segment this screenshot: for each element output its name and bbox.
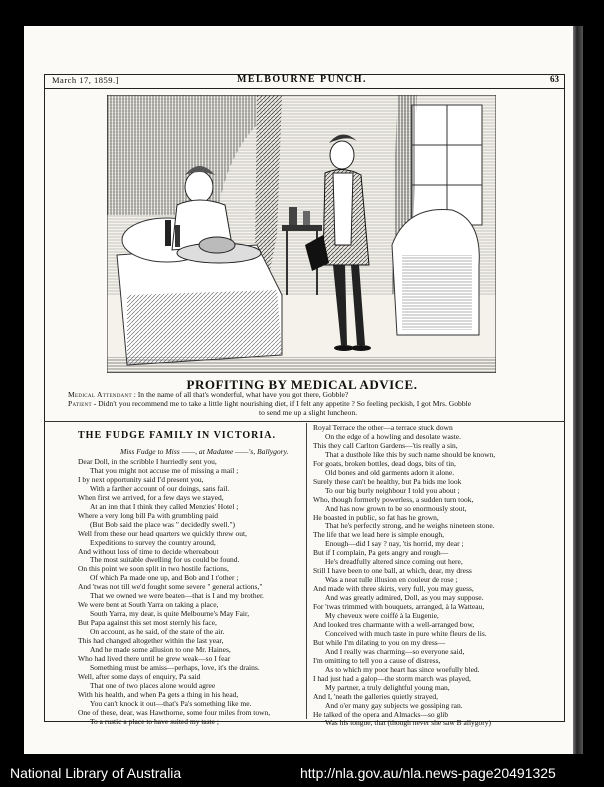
issue-date: March 17, 1859.] <box>52 75 120 85</box>
poem-line: And o'er many gay subjects we gossiping ran. <box>325 701 463 710</box>
poem-line: I by next opportunity said I'd present you, <box>78 475 204 484</box>
poem-line: Conceived with much taste in pure white fleurs de lis. <box>325 629 487 638</box>
poem-line: I had just had a galop—the storm march was played, <box>313 674 471 683</box>
poem-line: With his health, and when Pa gets a thing in his head, <box>78 690 239 699</box>
header-rule <box>44 88 565 89</box>
poem-line: (But Bob said the place was " decidedly swell.") <box>90 520 236 529</box>
poem-line: The most suitable dwelling for us could be found. <box>90 556 240 565</box>
dialog-line-patient <box>68 399 548 408</box>
poem-line: As to which my poor heart has since woefully bled. <box>325 665 480 674</box>
poem-line: Was a neat tulle illusion en couleur de rose ; <box>325 576 458 585</box>
page-number: 63 <box>550 74 559 84</box>
column-divider <box>306 423 307 719</box>
poem-line: That one of two places alone would agree <box>90 681 216 690</box>
masthead: MELBOURNE PUNCH. <box>236 74 368 85</box>
poem-line: And 'twas not till we'd fought some severe " general actions," <box>78 583 263 592</box>
poem-line: For 'twas trimmed with bouquets, arranged, à la Watteau, <box>313 603 485 612</box>
poem-line: On this point we soon split in two hostile factions, <box>78 565 229 574</box>
poem-line: And I really was charming—so everyone said, <box>325 647 465 656</box>
poem-line: He talked of the opera and Almacks—so glib <box>313 710 449 719</box>
poem-line: With a farther account of our doings, sans fail. <box>90 484 230 493</box>
poem-line: Surely these can't be healthy, but Pa bids me look <box>313 477 462 486</box>
poem-line: Who, though formerly powerless, a sudden turn took, <box>313 495 474 504</box>
poem-line: The life that we lead here is simple enough, <box>313 531 444 540</box>
poem-line: My cheveux were coiffé à la Eugenie, <box>325 612 439 621</box>
speaker-medical-attendant: Medical Attendant <box>68 390 132 399</box>
poem-line: Was his tongue, that (though never she saw B allygory) <box>325 719 492 728</box>
poem-line: He boasted in public, so fat has he grown, <box>313 513 439 522</box>
poem-line: Dear Doll, in the scribble I hurriedly sent you, <box>78 458 217 466</box>
poem-line: And I, 'neath the galleries quietly strayed, <box>313 692 439 701</box>
poem-line: You can't knock it out—that's Pa's something like me. <box>90 699 252 708</box>
poem-line: To a rustic a place to have suited my taste ; <box>90 717 220 726</box>
poem-line: That you might not accuse me of missing a mail ; <box>90 466 239 475</box>
poem-line: Well, after some days of enquiry, Pa said <box>78 672 201 681</box>
footer-url[interactable]: http://nla.gov.au/nla.news-page20491325 <box>300 765 556 781</box>
poem-line: But while I'm dilating to you on my dress— <box>313 638 446 647</box>
poem-line: And made with three skirts, very full, you may guess, <box>313 585 474 594</box>
cartoon-illustration <box>107 95 496 373</box>
poem-line: One of these, dear, was Hawthorne, some four miles from town, <box>78 708 271 717</box>
poem-line: To our big burly neighbour I told you about ; <box>325 486 460 495</box>
poem-line: On the edge of a howling and desolate waste. <box>325 432 461 441</box>
poem-line: This they call Carlton Gardens—'tis really a sin, <box>313 441 458 450</box>
poem-line: When first we arrived, for a few days we stayed, <box>78 493 224 502</box>
poem-line: That we owned we were beaten—that is I and my brother. <box>90 592 264 601</box>
poem-left-column <box>78 458 304 727</box>
cartoon-title: PROFITING BY MEDICAL ADVICE. <box>186 377 418 392</box>
dialog-line-doctor <box>68 390 548 399</box>
poem-line: And has now grown to be so enormously stout, <box>325 504 467 513</box>
poem-line: And looked tres charmante with a well-arranged bow, <box>313 620 475 629</box>
poem-line: On account, as he said, of the state of the air. <box>90 628 225 637</box>
poem-line: And without loss of time to decide whereabout <box>78 547 219 556</box>
poem-line: Enough—did I say ? nay, 'tis horrid, my dear ; <box>325 540 464 549</box>
poem-line: Royal Terrace the other—a terrace stuck down <box>313 424 453 432</box>
poem-line: We were bent at South Yarra on taking a place, <box>78 601 219 610</box>
poem-line: He's dreadfully altered since coming out here, <box>325 558 463 567</box>
poem-line: I'm omitting to tell you a cause of distress, <box>313 656 441 665</box>
poem-line: At an inn that I think they called Menzies' Hotel ; <box>90 502 239 511</box>
poem-line: For goats, broken bottles, dead dogs, bits of tin, <box>313 459 456 468</box>
poem-line: Of which Pa made one up, and Bob and I t'other ; <box>90 574 239 583</box>
poem-line: But Papa against this set most sternly his face, <box>78 619 217 628</box>
poem-subtitle: Miss Fudge to Miss ——, at Madame ——'s, Ballygory. <box>120 447 289 456</box>
poem-line: That he's perfectly strong, and he weighs nineteen stone. <box>325 522 495 531</box>
poem-line: Where a very long bill Pa with grumbling paid <box>78 511 218 520</box>
poem-right-column <box>313 424 563 728</box>
poem-line: And he made some allusion to one Mr. Haines, <box>90 646 231 655</box>
poem-line: Expeditions to survey the country around, <box>90 538 216 547</box>
poem-line: But if I complain, Pa gets angry and rough— <box>313 549 449 558</box>
poem-line: This had changed altogether within the last year, <box>78 637 224 646</box>
poem-line: My partner, a truly delightful young man, <box>325 683 450 692</box>
poem-line: Well from these our head quarters we quickly threw out, <box>78 529 247 538</box>
dialog-text: : In the name of all that's wonderful, what have you got there, Gobble? <box>133 390 349 399</box>
poem-line: And was greatly admired, Doll, as you may suppose. <box>325 594 484 603</box>
dialog-text: - Didn't you recommend me to take a little light nourishing diet, if I felt any appetite ? So feeling peckish, I got Mrs. Gobble <box>93 399 472 408</box>
poem-line: That a dusthole like this by such name should be known, <box>325 450 496 459</box>
poem-line: South Yarra, my dear, is quite Melbourne's May Fair, <box>90 610 250 619</box>
poem-line: Old bones and old garments adorn it alone. <box>325 468 455 477</box>
poem-line: Still I have been to one ball, at which, dear, my dress <box>313 567 472 576</box>
section-divider <box>44 421 565 422</box>
poem-line: Who had lived there until he grew weak—so I fear <box>78 654 231 663</box>
poem-title: THE FUDGE FAMILY IN VICTORIA. <box>78 430 277 441</box>
footer-library-name: National Library of Australia <box>10 765 182 781</box>
speaker-patient: Patient <box>68 399 92 408</box>
poem-line: Something must be amiss—perhaps, love, it's the drains. <box>90 663 260 672</box>
dialog-line-patient-cont: to send me up a slight luncheon. <box>258 408 358 417</box>
